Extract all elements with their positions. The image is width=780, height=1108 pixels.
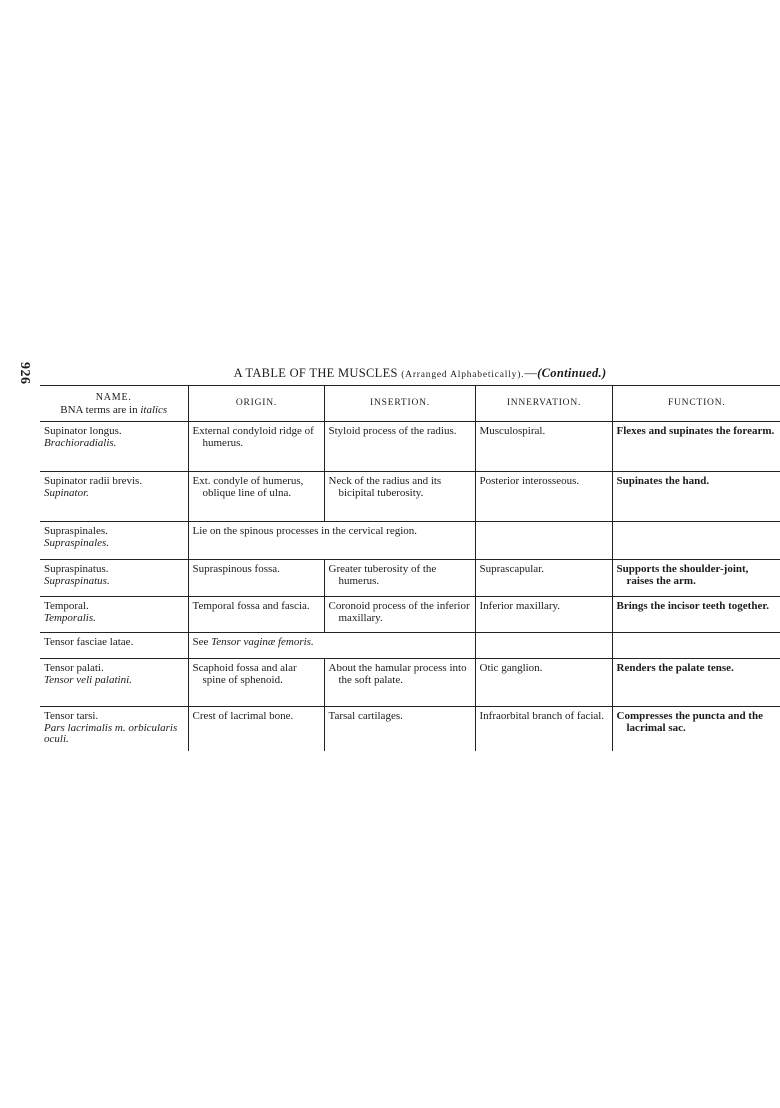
header-origin: ORIGIN.: [188, 386, 324, 422]
table-row: [40, 633, 780, 659]
cell-bna: Supinator.: [44, 486, 89, 499]
cell-innervation: [475, 633, 612, 659]
table-row: [40, 522, 780, 560]
cell-innervation: Musculospiral.: [475, 422, 612, 472]
table-title: [60, 366, 780, 381]
cell-function: Supinates the hand.: [612, 472, 780, 522]
cell-bna: Tensor veli palatini.: [44, 673, 132, 686]
cell-name: Tensor fasciae latae.: [40, 633, 188, 659]
cell-insertion: About the hamular process into the soft palate.: [324, 659, 475, 707]
cell-function: Supports the shoulder-joint, raises the arm.: [612, 560, 780, 597]
cell-insertion: Greater tuberosity of the humerus.: [324, 560, 475, 597]
cell-innervation: Suprascapular.: [475, 560, 612, 597]
header-row: [40, 386, 780, 422]
cell-bna: Supraspinatus.: [44, 574, 110, 587]
cell-name: Supinator radii brevis. Supinator.: [40, 472, 188, 522]
header-name-line1: NAME.: [95, 391, 132, 403]
cell-name: Supinator longus. Brachioradialis.: [40, 422, 188, 472]
cell-see-reference: See Tensor vaginæ femoris.: [188, 633, 475, 659]
cell-innervation: Otic ganglion.: [475, 659, 612, 707]
table-row: [40, 707, 780, 751]
cell-origin: Scaphoid fossa and alar spine of sphenoid.: [188, 659, 324, 707]
header-name: [40, 386, 188, 422]
cell-function: [612, 633, 780, 659]
cell-bna: Brachioradialis.: [44, 436, 117, 449]
cell-name: Tensor palati. Tensor veli palatini.: [40, 659, 188, 707]
header-innervation: INNERVATION.: [475, 386, 612, 422]
cell-name: Tensor tarsi. Pars lacrimalis m. orbicularis oculi.: [40, 707, 188, 751]
cell-function: Compresses the puncta and the lacrimal sac.: [612, 707, 780, 751]
title-continued: (Continued.): [537, 366, 607, 380]
table-row: [40, 472, 780, 522]
table-row: [40, 597, 780, 633]
cell-insertion: Tarsal cartilages.: [324, 707, 475, 751]
cell-innervation: Infraorbital branch of facial.: [475, 707, 612, 751]
cell-bna: Supraspinales.: [44, 536, 110, 549]
cell-origin: External condyloid ridge of humerus.: [188, 422, 324, 472]
cell-function: Flexes and supinates the forearm.: [612, 422, 780, 472]
title-dash: —: [524, 366, 538, 380]
cell-origin: Ext. condyle of humerus, oblique line of ulna.: [188, 472, 324, 522]
cell-innervation: [475, 522, 612, 560]
cell-innervation: Posterior interosseous.: [475, 472, 612, 522]
muscles-table: [40, 385, 780, 751]
table-row: [40, 560, 780, 597]
cell-name: Supraspinales. Supraspinales.: [40, 522, 188, 560]
header-name-bna: BNA terms are in: [60, 403, 141, 416]
cell-bna: Temporalis.: [44, 611, 96, 624]
header-function: FUNCTION.: [612, 386, 780, 422]
cell-name: Supraspinatus. Supraspinatus.: [40, 560, 188, 597]
cell-name: Temporal. Temporalis.: [40, 597, 188, 633]
page-number: 926: [17, 362, 32, 385]
cell-insertion: Styloid process of the radius.: [324, 422, 475, 472]
cell-origin: Temporal fossa and fascia.: [188, 597, 324, 633]
title-arranged: (Arranged Alphabetically).: [401, 370, 525, 380]
cell-bna: Pars lacrimalis m. orbicularis oculi.: [44, 721, 178, 745]
cell-origin: Supraspinous fossa.: [188, 560, 324, 597]
cell-origin-insertion: Lie on the spinous processes in the cervical region.: [188, 522, 475, 560]
cell-function: Renders the palate tense.: [612, 659, 780, 707]
cell-insertion: Coronoid process of the inferior maxillary.: [324, 597, 475, 633]
table-row: [40, 422, 780, 472]
cell-origin: Crest of lacrimal bone.: [188, 707, 324, 751]
cell-innervation: Inferior maxillary.: [475, 597, 612, 633]
cell-function: Brings the incisor teeth together.: [612, 597, 780, 633]
cell-insertion: Neck of the radius and its bicipital tuberosity.: [324, 472, 475, 522]
table-row: [40, 659, 780, 707]
see-italic: Tensor vaginæ femoris.: [211, 636, 314, 648]
title-prefix: A TABLE OF THE MUSCLES: [233, 366, 398, 380]
header-name-italics: italics: [140, 403, 168, 416]
cell-function: [612, 522, 780, 560]
header-insertion: INSERTION.: [324, 386, 475, 422]
